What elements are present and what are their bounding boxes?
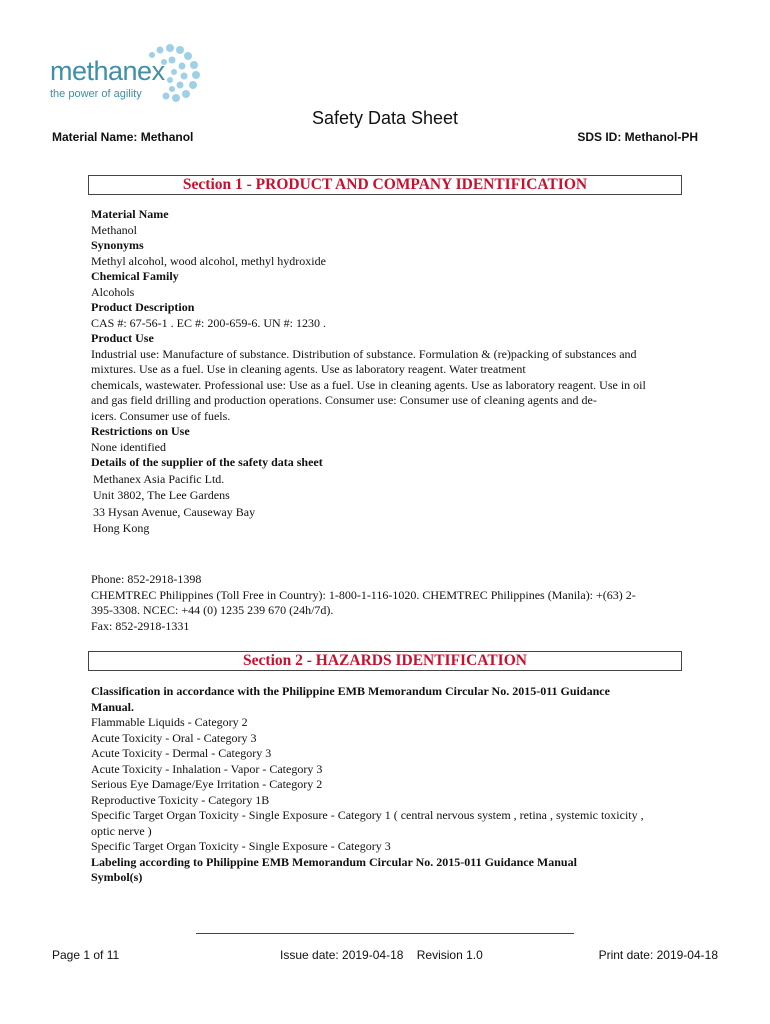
chemical-family-value: Alcohols <box>91 284 135 299</box>
ncec-line: 395-3308. NCEC: +44 (0) 1235 239 670 (24h/7d). <box>91 603 334 617</box>
sds-id: SDS ID: Methanol-PH <box>577 130 698 144</box>
section-2-body <box>91 684 681 886</box>
logo-tagline: the power of agility <box>50 88 142 100</box>
methanex-logo <box>44 40 204 110</box>
hazard-item: Acute Toxicity - Dermal - Category 3 <box>91 746 272 760</box>
supplier-address <box>91 471 681 537</box>
classification-line: Manual. <box>91 699 135 714</box>
contact-info <box>91 572 681 634</box>
fax-line: Fax: 852-2918-1331 <box>91 618 190 633</box>
section-2-heading: Section 2 - HAZARDS IDENTIFICATION <box>88 651 682 671</box>
labeling-heading: Labeling according to Philippine EMB Memorandum Circular No. 2015-011 Guidance Manual <box>91 854 577 869</box>
hazard-item: Serious Eye Damage/Eye Irritation - Category 2 <box>91 777 323 791</box>
material-name-value: Methanol <box>91 222 137 237</box>
restrictions-label: Restrictions on Use <box>91 424 190 438</box>
address-line: Hong Kong <box>93 521 150 535</box>
hazard-item: Acute Toxicity - Oral - Category 3 <box>91 730 257 745</box>
section-1-body <box>91 207 681 537</box>
footer-divider <box>196 933 574 934</box>
classification-line: Classification in accordance with the Philippine EMB Memorandum Circular No. 2015-011 Guidance <box>91 684 610 698</box>
product-use-line: and gas field drilling and production operations. Consumer use: Consumer use of cleaning agents and de- <box>91 393 597 407</box>
phone-line: Phone: 852-2918-1398 <box>91 572 202 586</box>
logo-wordmark: methanex <box>50 56 165 86</box>
product-use-label: Product Use <box>91 331 154 345</box>
material-name-header: Material Name: Methanol <box>52 130 194 144</box>
address-line: Methanex Asia Pacific Ltd. <box>93 471 225 486</box>
product-use-line: icers. Consumer use of fuels. <box>91 408 231 423</box>
product-use-line: mixtures. Use as a fuel. Use in cleaning agents. Use as laboratory reagent. Water treatment <box>91 362 526 376</box>
hazard-item: Acute Toxicity - Inhalation - Vapor - Category 3 <box>91 761 323 776</box>
hazard-item: Flammable Liquids - Category 2 <box>91 715 248 729</box>
hazard-item: Specific Target Organ Toxicity - Single Exposure - Category 3 <box>91 839 391 853</box>
chemtrec-line: CHEMTREC Philippines (Toll Free in Country): 1-800-1-116-1020. CHEMTREC Philippines (Manila): +(63) 2- <box>91 587 636 602</box>
document-title: Safety Data Sheet <box>311 108 459 128</box>
product-use-line: Industrial use: Manufacture of substance. Distribution of substance. Formulation & (re)packing of substances and <box>91 346 637 361</box>
address-line: 33 Hysan Avenue, Causeway Bay <box>93 504 256 519</box>
issue-date: Issue date: 2019-04-18 Revision 1.0 <box>280 948 483 962</box>
synonyms-value: Methyl alcohol, wood alcohol, methyl hydroxide <box>91 253 326 268</box>
hazard-item: Specific Target Organ Toxicity - Single Exposure - Category 1 ( central nervous system , retina , systemic toxicity , <box>91 808 644 822</box>
print-date: Print date: 2019-04-18 <box>598 948 718 962</box>
synonyms-label: Synonyms <box>91 238 144 252</box>
address-line: Unit 3802, The Lee Gardens <box>93 488 230 502</box>
product-use-line: chemicals, wastewater. Professional use: Use as a fuel. Use in cleaning agents. Use as laboratory reagent. Use in oil <box>91 377 646 392</box>
product-description-label: Product Description <box>91 300 195 314</box>
page-number: Page 1 of 11 <box>52 948 120 962</box>
product-description-value: CAS #: 67-56-1 . EC #: 200-659-6. UN #: 1230 . <box>91 315 326 330</box>
supplier-label: Details of the supplier of the safety data sheet <box>91 455 323 469</box>
hazard-item: optic nerve ) <box>91 823 152 838</box>
section-1-heading: Section 1 - PRODUCT AND COMPANY IDENTIFICATION <box>88 175 682 195</box>
hazard-item: Reproductive Toxicity - Category 1B <box>91 792 270 807</box>
material-name-label: Material Name <box>91 207 169 221</box>
symbols-heading: Symbol(s) <box>91 870 143 884</box>
chemical-family-label: Chemical Family <box>91 269 179 283</box>
restrictions-value: None identified <box>91 439 166 454</box>
